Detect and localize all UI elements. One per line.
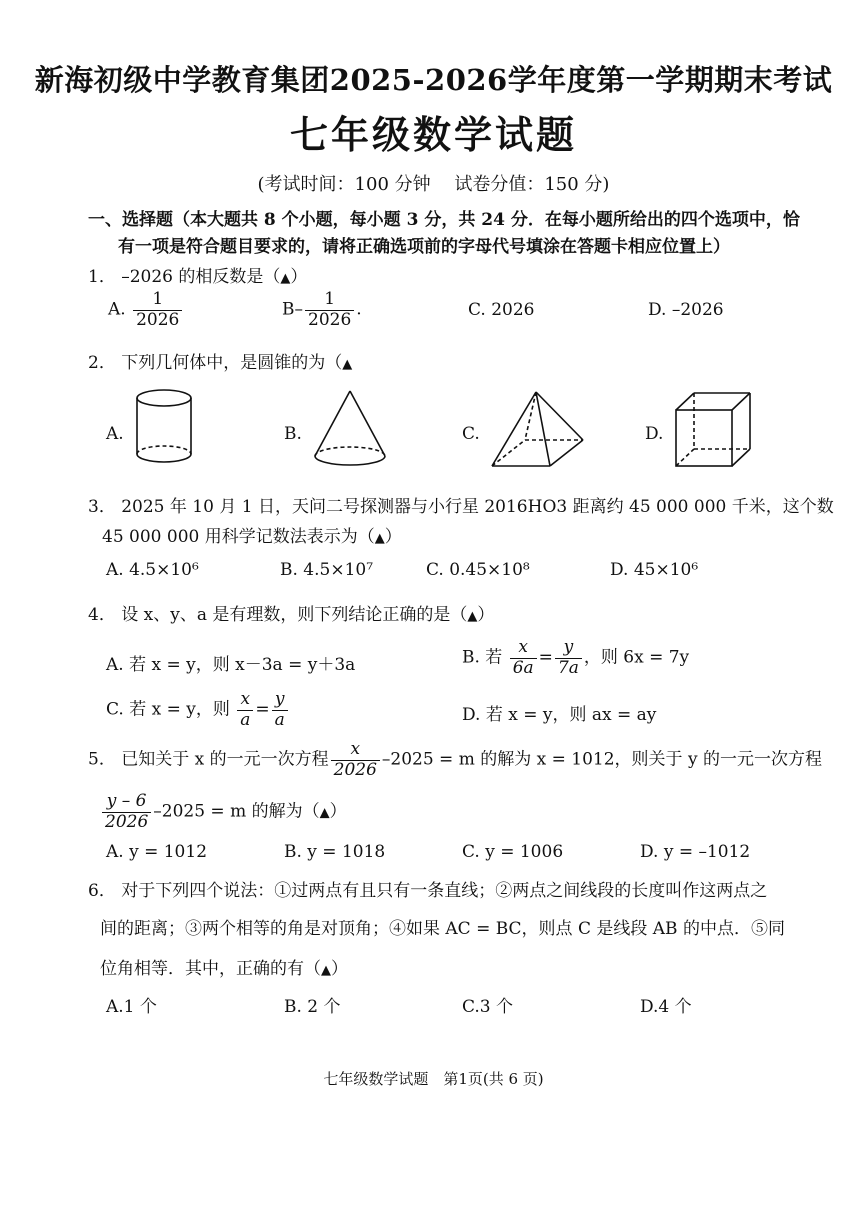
q3-stem: 3． 2025 年 10 月 1 日，天问二号探测器与小行星 2016HO3 距离约 45 000 000 千米，这个数: [88, 497, 834, 517]
subject-title: 七年级数学试题: [289, 112, 577, 157]
q4-b-num1: x: [518, 637, 528, 657]
q4-option-d: D. 若 x = y，则 ax = ay: [462, 705, 657, 725]
q5-stem-line2: [100, 792, 347, 832]
q4-c-den2: a: [272, 710, 288, 731]
q4-b-den2: 7a: [555, 658, 582, 679]
q1-a-den: 2026: [133, 310, 182, 331]
q6-close: ）: [331, 959, 348, 979]
q4-option-a: A. 若 x = y，则 x－3a = y＋3a: [106, 655, 356, 675]
q4-stem: [88, 600, 494, 625]
q1-b-fraction: [305, 290, 354, 330]
q1-b-den: 2026: [305, 310, 354, 331]
cylinder-icon: [134, 388, 196, 472]
answer-mark-icon: ▲: [467, 609, 478, 624]
q4-b-fraction-1: [510, 638, 537, 678]
q1-a-label: A.: [108, 299, 126, 320]
q1-option-b: [282, 290, 362, 330]
q2-stem-text: 2． 下列几何体中，是圆锥的为（: [88, 353, 343, 373]
q5-line2-fraction: [102, 792, 151, 832]
q3-option-a: A. 4.5×10⁶: [106, 560, 199, 580]
cone-icon: [310, 388, 390, 472]
q1-stem-text: 1． –2026 的相反数是（: [88, 267, 281, 287]
section-heading: 一、选择题（本大题共 8 个小题，每小题 3 分，共 24 分．在每小题所给出的四个选项中，恰: [88, 210, 800, 230]
q4-c-num1: x: [240, 689, 251, 709]
q5-option-d: D. y = –1012: [640, 842, 751, 862]
q4-c-fraction-2: [272, 690, 288, 730]
q4-c-pre: C. 若 x = y，则: [106, 699, 230, 720]
q5-stem-den: 2026: [331, 760, 380, 781]
q5-line2-den: 2026: [102, 812, 151, 833]
q3-close: ）: [384, 527, 402, 547]
q4-b-fraction-2: [555, 638, 582, 678]
q2-option-d: D.: [645, 424, 664, 444]
q1-option-a: [108, 290, 184, 330]
q5-line2-num: y – 6: [106, 791, 147, 811]
q1-close: ）: [290, 267, 308, 287]
q5-line2-post: –2025 = m 的解为（: [153, 801, 320, 822]
q4-b-post: ，则 6x = 7y: [583, 647, 690, 668]
q6-line2: 间的距离；③两个相等的角是对顶角；④如果 AC = BC，则点 C 是线段 AB 的中点．⑤同: [100, 919, 785, 939]
q3-option-b: B. 4.5×10⁷: [280, 560, 374, 580]
q5-option-b: B. y = 1018: [284, 842, 386, 862]
q4-b-eq: =: [538, 647, 553, 668]
q4-close: ）: [477, 605, 495, 625]
q4-option-c: [106, 690, 290, 730]
q6-option-d: D.4 个: [640, 997, 692, 1017]
q3-option-d: D. 45×10⁶: [610, 560, 699, 580]
answer-mark-icon: ▲: [321, 963, 331, 978]
q6-line1: 6． 对于下列四个说法：①过两点有且只有一条直线；②两点之间线段的长度叫作这两点之: [88, 881, 768, 901]
q4-c-den1: a: [237, 710, 253, 731]
q4-stem-text: 4． 设 x、y、a 是有理数，则下列结论正确的是（: [88, 605, 468, 625]
q2-option-b: B.: [284, 424, 302, 444]
q2-option-c: C.: [462, 424, 480, 444]
q5-stem-post: –2025 = m 的解为 x = 1012，则关于 y 的一元一次方程: [381, 749, 822, 770]
answer-mark-icon: ▲: [280, 271, 291, 286]
q1-option-d: D. –2026: [648, 300, 724, 320]
q4-option-b: [462, 638, 689, 678]
q1-b-num: 1: [324, 289, 336, 309]
q2-option-a: A.: [106, 424, 124, 444]
q3-stem2-text: 45 000 000 用科学记数法表示为（: [102, 527, 375, 547]
q5-stem-fraction: [331, 740, 380, 780]
q4-c-num2: y: [274, 689, 285, 709]
answer-mark-icon: ▲: [342, 357, 353, 372]
q1-b-tail: .: [356, 299, 362, 320]
q6-line3-text: 位角相等．其中，正确的有（: [100, 959, 321, 979]
q5-stem-num: x: [350, 739, 361, 759]
q6-option-a: A.1 个: [106, 997, 157, 1017]
q6-option-c: C.3 个: [462, 997, 514, 1017]
q5-stem-pre: 5． 已知关于 x 的一元一次方程: [88, 749, 329, 770]
exam-info: (考试时间：100 分钟 试卷分值：150 分): [257, 174, 610, 195]
q1-option-c: C. 2026: [468, 300, 535, 320]
q1-a-fraction: [133, 290, 182, 330]
q3-stem-line2: [102, 522, 402, 547]
q1-stem: [88, 262, 307, 287]
cube-icon: [672, 390, 756, 472]
section-heading-cont: 有一项是符合题目要求的，请将正确选项前的字母代号填涂在答题卡相应位置上）: [118, 237, 730, 257]
q5-option-a: A. y = 1012: [106, 842, 208, 862]
q6-option-b: B. 2 个: [284, 997, 341, 1017]
q5-stem: [88, 740, 822, 780]
q5-option-c: C. y = 1006: [462, 842, 564, 862]
q4-b-pre: B. 若: [462, 647, 503, 668]
q4-b-num2: y: [563, 637, 574, 657]
q2-stem: [88, 348, 352, 373]
answer-mark-icon: ▲: [374, 531, 385, 546]
q5-close: ）: [329, 801, 347, 822]
q1-a-num: 1: [152, 289, 164, 309]
q1-b-label: B–: [282, 299, 303, 320]
answer-mark-icon: ▲: [319, 805, 330, 821]
pyramid-icon: [488, 388, 588, 472]
q4-c-eq: =: [255, 699, 270, 720]
q4-c-fraction-1: [237, 690, 253, 730]
q6-line3: [100, 954, 348, 979]
page-footer: 七年级数学试题 第1页(共 6 页): [323, 1070, 544, 1088]
q4-b-den1: 6a: [510, 658, 537, 679]
q3-option-c: C. 0.45×10⁸: [426, 560, 530, 580]
exam-title: 新海初级中学教育集团2025-2026学年度第一学期期末考试: [34, 63, 833, 97]
